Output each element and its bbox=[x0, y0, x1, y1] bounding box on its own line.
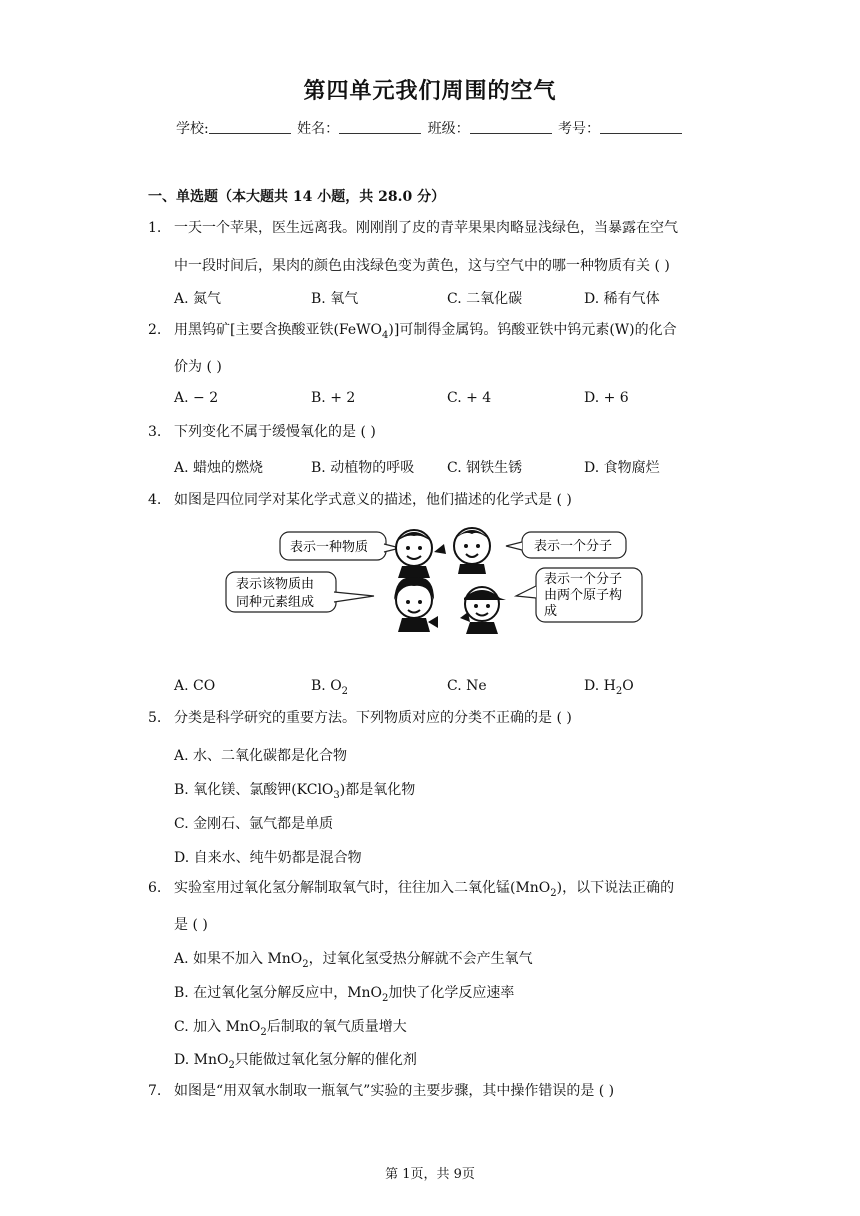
subscript: 2 bbox=[382, 992, 389, 1004]
option-c[interactable]: C. 钢铁生锈 bbox=[447, 460, 523, 476]
option-a[interactable]: A. 蜡烛的燃烧 bbox=[174, 460, 264, 476]
subscript: 2 bbox=[550, 887, 557, 899]
option-c[interactable]: C. 金刚石、氩气都是单质 bbox=[174, 816, 334, 832]
students-speech-figure bbox=[224, 522, 644, 640]
option-d[interactable]: D. 食物腐烂 bbox=[584, 460, 660, 476]
speech-bubble-3 bbox=[226, 572, 374, 612]
question-number: 2. bbox=[148, 322, 162, 338]
text-part: )都是氧化物 bbox=[339, 782, 416, 798]
question-number: 4. bbox=[148, 492, 162, 508]
question-1-line-2: 中一段时间后，果肉的颜色由浅绿色变为黄色，这与空气中的哪一种物质有关 ( ) bbox=[174, 258, 670, 274]
subscript: 3 bbox=[333, 789, 340, 801]
text-part: O bbox=[622, 678, 634, 694]
speech-bubble-4 bbox=[516, 568, 642, 622]
question-text: 一天一个苹果，医生远离我。刚刚削了皮的青苹果果肉略显浅绿色，当暴露在空气 bbox=[174, 220, 678, 236]
student-4-cartoon bbox=[460, 587, 506, 634]
exam-no-blank[interactable] bbox=[600, 121, 682, 134]
section-heading: 一、单选题（本大题共 14 小题，共 28.0 分） bbox=[148, 189, 446, 205]
option-b[interactable]: B. 氧气 bbox=[311, 291, 359, 307]
question-number: 5. bbox=[148, 710, 162, 726]
option-a[interactable]: A. 氮气 bbox=[174, 291, 222, 307]
question-text: 如图是四位同学对某化学式意义的描述，他们描述的化学式是 ( ) bbox=[174, 492, 572, 508]
option-a[interactable]: A. − 2 bbox=[174, 390, 219, 406]
question-text: 如图是“用双氧水制取一瓶氧气”实验的主要步骤，其中操作错误的是 ( ) bbox=[174, 1083, 615, 1099]
bubble-text: 表示一个分子 bbox=[544, 572, 623, 587]
school-label: 学校: bbox=[175, 121, 209, 137]
question-2-line-2: 价为 ( ) bbox=[174, 359, 222, 375]
subscript: 2 bbox=[228, 1059, 235, 1071]
option-d[interactable]: D. + 6 bbox=[584, 390, 629, 406]
question-number: 3. bbox=[148, 424, 162, 440]
option-d[interactable] bbox=[584, 678, 634, 697]
option-d[interactable]: D. 自来水、纯牛奶都是混合物 bbox=[174, 850, 362, 866]
option-b[interactable] bbox=[174, 779, 415, 801]
school-blank[interactable] bbox=[209, 121, 291, 134]
option-c[interactable]: C. 二氧化碳 bbox=[447, 291, 523, 307]
option-b[interactable]: B. 动植物的呼吸 bbox=[311, 460, 415, 476]
text-part: 加快了化学反应速率 bbox=[388, 985, 515, 1001]
option-c[interactable] bbox=[174, 1016, 407, 1038]
bubble-text: 表示一个分子 bbox=[534, 539, 613, 554]
option-a[interactable]: A. CO bbox=[174, 678, 216, 694]
question-text: 下列变化不属于缓慢氧化的是 ( ) bbox=[174, 424, 376, 440]
option-d[interactable] bbox=[174, 1049, 417, 1071]
option-c[interactable]: C. Ne bbox=[447, 678, 487, 694]
page-title: 第四单元我们周围的空气 bbox=[303, 78, 557, 104]
text-part: 只能做过氧化氢分解的催化剂 bbox=[234, 1052, 417, 1068]
question-6-line-2: 是 ( ) bbox=[174, 917, 208, 933]
text-part: B. 在过氧化氢分解反应中，MnO bbox=[174, 985, 383, 1001]
class-label: 班级： bbox=[427, 121, 470, 137]
bubble-text: 同种元素组成 bbox=[236, 595, 315, 610]
page-footer: 第 1页，共 9页 bbox=[385, 1167, 475, 1182]
speech-bubble-2 bbox=[506, 532, 626, 558]
text-part: 实验室用过氧化氢分解制取氧气时，往往加入二氧化锰(MnO bbox=[174, 880, 551, 896]
option-a[interactable]: A. 水、二氧化碳都是化合物 bbox=[174, 748, 348, 764]
class-blank[interactable] bbox=[470, 121, 552, 134]
subscript: 2 bbox=[260, 1026, 267, 1038]
option-d[interactable]: D. 稀有气体 bbox=[584, 291, 660, 307]
student-1-cartoon bbox=[396, 530, 446, 578]
bubble-text: 表示一种物质 bbox=[290, 540, 369, 555]
text-part: D. MnO bbox=[174, 1052, 229, 1068]
question-text bbox=[174, 871, 724, 911]
option-a[interactable] bbox=[174, 948, 533, 970]
subscript: 2 bbox=[341, 685, 349, 697]
option-c[interactable]: C. + 4 bbox=[447, 390, 492, 406]
question-number: 1. bbox=[148, 220, 162, 236]
text-part: )]可制得金属钨。钨酸亚铁中钨元素(W)的化合 bbox=[388, 322, 677, 338]
text-part: A. 如果不加入 MnO bbox=[174, 951, 303, 967]
option-b[interactable] bbox=[311, 678, 348, 697]
text-part: 用黑钨矿[主要含换酸亚铁(FeWO bbox=[174, 322, 383, 338]
subscript: 2 bbox=[302, 958, 309, 970]
bubble-text: 成 bbox=[544, 604, 558, 619]
student-info-line bbox=[0, 118, 860, 138]
bubble-text: 表示该物质由 bbox=[236, 577, 315, 592]
exam-no-label: 考号： bbox=[558, 121, 601, 137]
student-2-cartoon bbox=[454, 528, 490, 574]
name-label: 姓名： bbox=[297, 121, 340, 137]
text-part: )，以下说法正确的 bbox=[556, 880, 675, 896]
subscript: 4 bbox=[382, 329, 389, 341]
question-text bbox=[174, 313, 724, 353]
subscript: 2 bbox=[615, 685, 623, 697]
question-number: 7. bbox=[148, 1083, 162, 1099]
option-b[interactable] bbox=[174, 982, 514, 1004]
text-part: ，过氧化氢受热分解就不会产生氧气 bbox=[308, 951, 533, 967]
text-part: D. H bbox=[584, 678, 616, 694]
question-text: 分类是科学研究的重要方法。下列物质对应的分类不正确的是 ( ) bbox=[174, 710, 572, 726]
speech-bubble-1 bbox=[280, 532, 400, 560]
question-number: 6. bbox=[148, 880, 162, 896]
name-blank[interactable] bbox=[339, 121, 421, 134]
option-b[interactable]: B. + 2 bbox=[311, 390, 356, 406]
bubble-text: 由两个原子构 bbox=[544, 588, 623, 603]
text-part: 后制取的氧气质量增大 bbox=[266, 1019, 407, 1035]
student-3-cartoon bbox=[394, 577, 438, 632]
text-part: B. 氧化镁、氯酸钾(KClO bbox=[174, 782, 334, 798]
text-part: B. O bbox=[311, 678, 342, 694]
text-part: C. 加入 MnO bbox=[174, 1019, 261, 1035]
